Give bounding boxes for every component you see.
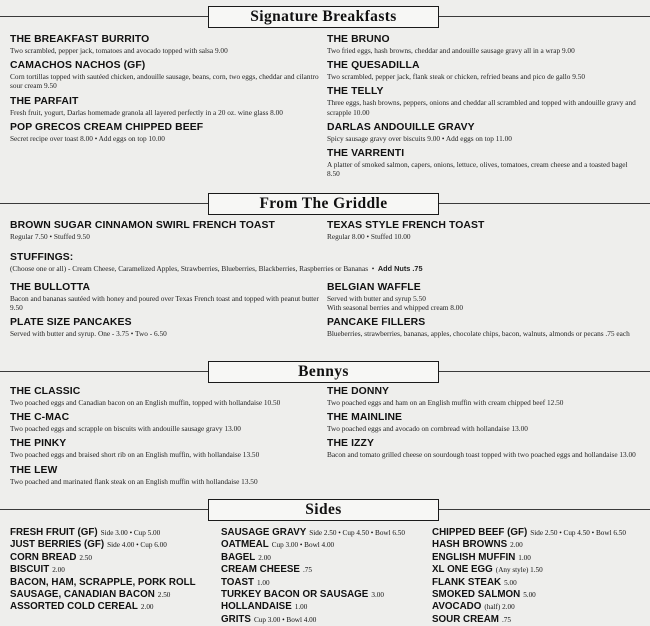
menu-item-title: BELGIAN WAFFLE (327, 282, 421, 293)
menu-item-title: POP GRECOS CREAM CHIPPED BEEF (10, 121, 204, 133)
side-item (432, 564, 647, 576)
side-item-name: BAGEL (221, 551, 256, 563)
menu-item-description: Two poached and marinated flank steak on an English muffin with hollandaise 13.50 (10, 476, 258, 486)
menu-item-title: TEXAS STYLE FRENCH TOAST (327, 220, 485, 231)
side-item-name: OATMEAL (221, 539, 269, 551)
side-item (10, 552, 225, 564)
side-item-price: 2.50 (79, 553, 92, 562)
menu-item-description: Three eggs, hash browns, peppers, onions and cheddar all scrambled and topped with andouille gravy and scrapple 10.00 (327, 98, 636, 117)
side-item-name: TOAST (221, 576, 255, 588)
side-item (432, 577, 647, 589)
menu-item-description: Two poached eggs and scrapple on biscuits with andouille sausage gravy 13.00 (10, 424, 241, 434)
menu-item (327, 386, 642, 407)
menu-item-description: Regular 8.00 • Stuffed 10.00 (327, 232, 411, 241)
menu-item (10, 438, 325, 459)
side-item-price: 2.50 (157, 591, 171, 600)
menu-item-title: THE BRUNO (327, 34, 390, 45)
side-item (221, 614, 431, 626)
side-item (10, 564, 225, 576)
side-item-price: 2.00 (510, 541, 523, 550)
sides-banner (0, 499, 650, 521)
menu-item (10, 386, 325, 407)
sides-column-1 (10, 527, 225, 614)
side-item-price: Side 3.00 • Cup 5.00 (100, 529, 161, 537)
side-item-price: 5.00 (523, 591, 536, 600)
side-item (221, 577, 431, 589)
side-item-price: 5.00 (504, 578, 517, 587)
side-item-price: 2.00 (258, 553, 271, 562)
menu-item-description: A platter of smoked salmon, capers, onions, lettuce, olives, tomatoes, cream cheese and a toasted bagel 8.50 (327, 160, 628, 179)
bennys-right-column (327, 386, 642, 465)
menu-item-description: Two poached eggs and ham on an English muffin with cream chipped beef 12.50 (327, 398, 564, 407)
side-item-name: CREAM CHEESE (221, 564, 300, 576)
side-item-price: .75 (501, 615, 511, 624)
side-item-price: Side 2.50 • Cup 4.50 • Bowl 6.50 (530, 529, 626, 537)
side-item (221, 601, 431, 613)
menu-item-title: THE C-MAC (10, 412, 70, 424)
side-item (221, 552, 431, 564)
signature-banner (0, 6, 650, 28)
stuffings-title: STUFFINGS: (10, 252, 74, 263)
menu-item (10, 317, 320, 338)
griddle-left-column (10, 282, 320, 344)
menu-item (327, 122, 642, 143)
stuffings-options: (Choose one or all) - Cream Cheese, Caramelized Apples, Strawberries, Blueberries, Blackberries, Raspberries or Bananas (10, 264, 369, 273)
menu-item-title: PLATE SIZE PANCAKES (10, 317, 132, 329)
side-item-name: GRITS (221, 613, 251, 625)
side-item-price: Cup 3.00 • Bowl 4.00 (253, 615, 317, 624)
menu-item (10, 412, 325, 433)
side-item-name: SMOKED SALMON (432, 589, 521, 601)
side-item (10, 601, 225, 613)
side-item (10, 589, 225, 601)
side-item (10, 539, 225, 551)
menu-item (10, 60, 320, 90)
menu-item-description: Served with butter and syrup 5.50 With seasonal berries and whipped cream 8.00 (327, 294, 464, 313)
menu-item-title: PANCAKE FILLERS (327, 317, 426, 329)
side-item-name: SAUSAGE, CANADIAN BACON (10, 589, 155, 601)
menu-item-title: THE IZZY (327, 438, 374, 450)
menu-item-title: BROWN SUGAR CINNAMON SWIRL FRENCH TOAST (10, 220, 276, 231)
side-item (10, 527, 225, 539)
side-item-name: SAUSAGE GRAVY (221, 527, 307, 538)
side-item-price: 2.00 (52, 566, 65, 575)
side-item-name: BACON, HAM, SCRAPPLE, PORK ROLL (10, 576, 196, 588)
side-item-name: CORN BREAD (10, 551, 77, 563)
side-item-price: Side 4.00 • Cup 6.00 (107, 541, 167, 550)
sides-column-2 (221, 527, 431, 626)
side-item (432, 614, 647, 626)
menu-item-description: Two poached eggs and braised short rib on an English muffin, with hollandaise 13.50 (10, 450, 260, 460)
side-item-name: CHIPPED BEEF (GF) (432, 527, 528, 538)
menu-item (327, 282, 642, 312)
side-item-name: BISCUIT (10, 564, 50, 576)
menu-item (327, 60, 642, 81)
side-item-name: HASH BROWNS (432, 539, 508, 551)
side-item-price: 3.00 (371, 591, 384, 600)
griddle-right-top (327, 220, 642, 246)
menu-item-title: THE VARRENTI (327, 148, 405, 160)
menu-item-title: THE PINKY (10, 438, 67, 450)
signature-right-column (327, 34, 642, 183)
menu-item-title: THE TELLY (327, 86, 384, 98)
section-heading-bennys: Bennys (208, 361, 439, 383)
menu-item-title: THE LEW (10, 464, 58, 476)
signature-left-column (10, 34, 320, 148)
side-item (432, 527, 647, 539)
griddle-left-top (10, 220, 325, 246)
side-item (432, 552, 647, 564)
menu-item (327, 317, 642, 338)
side-item (221, 539, 431, 551)
side-item-name: FRESH FRUIT (GF) (10, 527, 98, 538)
menu-item (327, 220, 642, 241)
menu-item-description: Regular 7.50 • Stuffed 9.50 (10, 232, 90, 241)
menu-item-description: Two scrambled, pepper jack, flank steak or chicken, refried beans and pico de gallo 9.50 (327, 72, 586, 82)
stuffings-add-nuts: Add Nuts .75 (377, 264, 423, 273)
menu-item-description: Spicy sausage gravy over biscuits 9.00 • Add eggs on top 11.00 (327, 133, 512, 143)
menu-item-title: THE CLASSIC (10, 386, 81, 397)
side-item (432, 589, 647, 601)
menu-item (327, 438, 642, 459)
menu-item (327, 86, 642, 116)
menu-item (10, 282, 320, 312)
side-item-price: (half) 2.00 (484, 603, 515, 612)
side-item-price: 2.00 (140, 603, 154, 612)
menu-item (327, 412, 642, 433)
side-item (10, 577, 225, 589)
bennys-banner (0, 361, 650, 383)
side-item-price: Side 2.50 • Cup 4.50 • Bowl 6.50 (309, 529, 405, 537)
menu-item-description: Secret recipe over toast 8.00 • Add eggs on top 10.00 (10, 133, 165, 143)
stuffings-description: (Choose one or all) - Cream Cheese, Caramelized Apples, Strawberries, Blueberries, Blackberries, Raspberries or Bananas • Add Nuts .75 (10, 264, 423, 273)
menu-item-description: Bacon and bananas sautéed with honey and poured over Texas French toast and topped with peanut butter 9.50 (10, 294, 319, 313)
menu-item (10, 34, 320, 55)
section-heading-sides: Sides (208, 499, 439, 521)
menu-item-title: THE BREAKFAST BURRITO (10, 34, 150, 45)
side-item-name: JUST BERRIES (GF) (10, 539, 105, 551)
side-item-price: .75 (302, 566, 312, 575)
menu-item-title: DARLAS ANDOUILLE GRAVY (327, 121, 475, 133)
side-item (432, 601, 647, 613)
menu-item-title: THE PARFAIT (10, 95, 79, 107)
menu-item-description: Blueberries, strawberries, bananas, apples, chocolate chips, bacon, walnuts, almonds or pecans .75 each (327, 329, 630, 339)
side-item-name: FLANK STEAK (432, 576, 502, 588)
side-item-price: 1.00 (518, 553, 531, 562)
menu-item-description: Two poached eggs and Canadian bacon on an English muffin, topped with hollandaise 10.50 (10, 398, 281, 407)
menu-item-description: Two fried eggs, hash browns, cheddar and andouille sausage gravy all in a wrap 9.00 (327, 46, 575, 55)
side-item-price: 1.00 (257, 578, 270, 587)
side-item-price: Cup 3.00 • Bowl 4.00 (271, 541, 335, 550)
menu-item-description: Served with butter and syrup. One - 3.75 • Two - 6.50 (10, 329, 167, 339)
menu-item (10, 465, 325, 486)
side-item-name: ASSORTED COLD CEREAL (10, 601, 138, 613)
menu-item (327, 34, 642, 55)
menu-item-title: THE DONNY (327, 386, 390, 397)
section-heading-signature: Signature Breakfasts (208, 6, 439, 28)
side-item-name: HOLLANDAISE (221, 601, 292, 613)
menu-item-description: Two scrambled, pepper jack, tomatoes and avocado topped with salsa 9.00 (10, 46, 228, 55)
menu-item-title: THE MAINLINE (327, 412, 403, 424)
menu-item-description: Corn tortillas topped with sautéed chicken, andouille sausage, beans, corn, two eggs, cheddar and cilantro sour cream 9.50 (10, 72, 319, 91)
sides-column-3 (432, 527, 647, 626)
menu-item-description: Bacon and tomato grilled cheese on sourdough toast topped with two poached eggs and hollandaise 13.00 (327, 450, 636, 460)
griddle-right-column (327, 282, 642, 344)
side-item-name: TURKEY BACON OR SAUSAGE (221, 589, 369, 601)
menu-item-title: CAMACHOS NACHOS (GF) (10, 60, 146, 72)
side-item-name: XL ONE EGG (432, 564, 493, 576)
menu-item (10, 220, 325, 241)
menu-item-description: Two poached eggs and avocado on cornbread with hollandaise 13.00 (327, 424, 528, 434)
side-item (221, 527, 431, 539)
stuffings (10, 252, 640, 273)
side-item (221, 589, 431, 601)
menu-item-description: Fresh fruit, yogurt, Darlas homemade granola all layered perfectly in a 20 oz. wine glass 8.00 (10, 107, 283, 117)
side-item-name: ENGLISH MUFFIN (432, 551, 516, 563)
menu-item-title: THE QUESADILLA (327, 60, 420, 72)
side-item-name: AVOCADO (432, 601, 482, 613)
bennys-left-column (10, 386, 325, 491)
menu-item (10, 96, 320, 117)
side-item-price: (Any style) 1.50 (495, 566, 543, 575)
side-item-price: 1.00 (294, 603, 308, 612)
menu-item (10, 122, 320, 143)
section-heading-griddle: From The Griddle (208, 193, 439, 215)
side-item-name: SOUR CREAM (432, 613, 499, 625)
griddle-banner (0, 193, 650, 215)
side-item (221, 564, 431, 576)
menu-item (327, 148, 642, 178)
side-item (432, 539, 647, 551)
menu-item-title: THE BULLOTTA (10, 282, 91, 293)
